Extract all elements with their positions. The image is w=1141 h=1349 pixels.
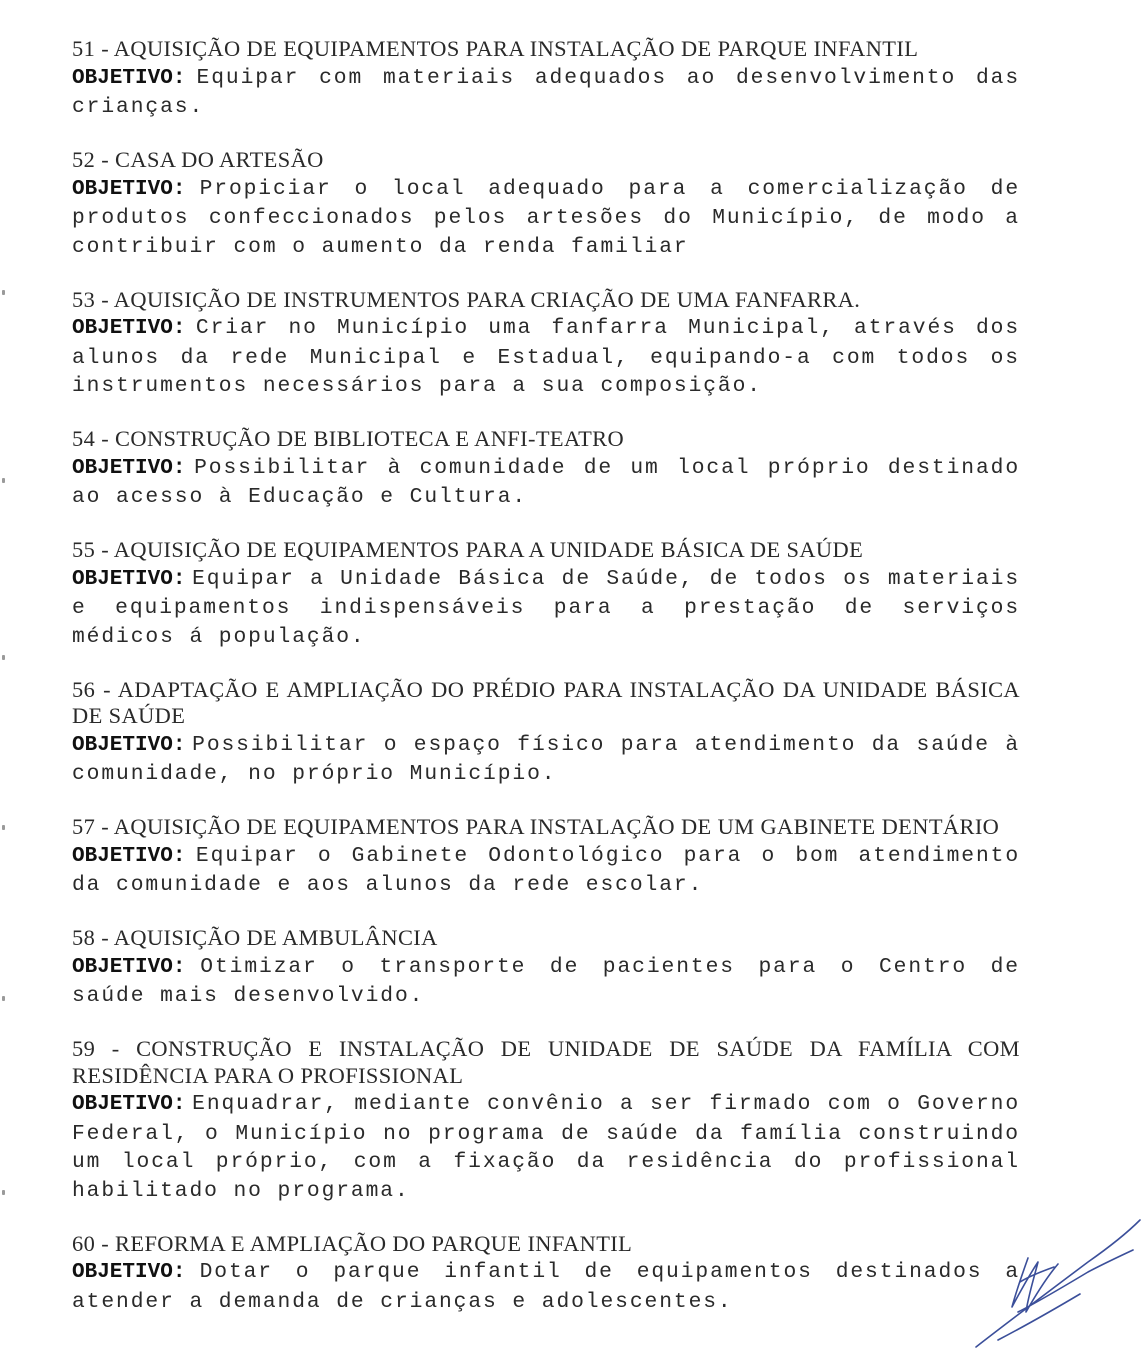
objective-label: OBJETIVO: (72, 177, 186, 201)
objective-text: Criar no Município uma fanfarra Municipal, através dos alunos da rede Municipal e Estadual, equipando-a com todos os instrumentos necessários para a sua composição. (72, 316, 1021, 398)
item-58 (72, 925, 1020, 1010)
item-title: 59 - CONSTRUÇÃO E INSTALAÇÃO DE UNIDADE DE SAÚDE DA FAMÍLIA COM RESIDÊNCIA PARA O PROFISSIONAL (72, 1036, 1020, 1088)
item-51 (72, 36, 1020, 121)
objective-label: OBJETIVO: (72, 1261, 186, 1284)
objective-label: OBJETIVO: (72, 317, 186, 340)
item-objective (72, 564, 1020, 651)
scan-mark (2, 1190, 5, 1195)
scan-mark (2, 825, 5, 830)
objective-label: OBJETIVO: (72, 1093, 186, 1116)
document-page (72, 36, 1020, 1342)
item-title: 52 - CASA DO ARTESÃO (72, 147, 324, 172)
objective-text: Equipar o Gabinete Odontológico para o bom atendimento da comunidade e aos alunos da rede escolar. (72, 843, 1021, 897)
item-title: 58 - AQUISIÇÃO DE AMBULÂNCIA (72, 925, 438, 950)
scan-mark (2, 996, 5, 1001)
item-objective (72, 174, 1020, 261)
item-title: 57 - AQUISIÇÃO DE EQUIPAMENTOS PARA INSTALAÇÃO DE UM GABINETE DENTÁRIO (72, 814, 1000, 839)
objective-text: Dotar o parque infantil de equipamentos destinados a atender a demanda de crianças e adolescentes. (72, 1260, 1021, 1314)
item-53 (72, 287, 1020, 400)
objective-label: OBJETIVO: (72, 844, 186, 868)
item-title: 55 - AQUISIÇÃO DE EQUIPAMENTOS PARA A UNIDADE BÁSICA DE SAÚDE (72, 537, 864, 562)
item-objective (72, 730, 1020, 788)
item-56 (72, 677, 1020, 788)
objective-text: Possibilitar o espaço físico para atendimento da saúde à comunidade, no próprio Município. (72, 732, 1020, 786)
item-objective (72, 1089, 1020, 1204)
item-54 (72, 426, 1020, 511)
item-title: 51 - AQUISIÇÃO DE EQUIPAMENTOS PARA INSTALAÇÃO DE PARQUE INFANTIL (72, 36, 919, 61)
objective-label: OBJETIVO: (72, 567, 186, 591)
scan-mark (2, 655, 5, 660)
objective-text: Otimizar o transporte de pacientes para o Centro de saúde mais desenvolvido. (72, 954, 1020, 1008)
item-objective (72, 313, 1020, 400)
objective-text: Possibilitar à comunidade de um local próprio destinado ao acesso à Educação e Cultura. (72, 455, 1021, 509)
objective-text: Enquadrar, mediante convênio a ser firmado com o Governo Federal, o Município no programa de saúde da família construindo um local próprio, com a fixação da residência do profissional habilitado no programa. (72, 1092, 1020, 1203)
item-title: 53 - AQUISIÇÃO DE INSTRUMENTOS PARA CRIAÇÃO DE UMA FANFARRA. (72, 286, 861, 312)
signature-mark (968, 1212, 1141, 1349)
objective-label: OBJETIVO: (72, 456, 186, 480)
item-52 (72, 147, 1020, 260)
objective-text: Equipar com materiais adequados ao desenvolvimento das crianças. (72, 65, 1021, 119)
item-title: 60 - REFORMA E AMPLIAÇÃO DO PARQUE INFANTIL (72, 1230, 633, 1256)
item-60 (72, 1231, 1020, 1316)
item-title: 54 - CONSTRUÇÃO DE BIBLIOTECA E ANFI-TEATRO (72, 426, 625, 451)
item-title: 56 - ADAPTAÇÃO E AMPLIAÇÃO DO PRÉDIO PARA INSTALAÇÃO DA UNIDADE BÁSICA DE SAÚDE (72, 676, 1020, 728)
item-objective (72, 453, 1020, 511)
item-objective (72, 1257, 1020, 1315)
item-objective (72, 841, 1020, 899)
scan-mark (2, 478, 5, 483)
item-55 (72, 537, 1020, 650)
item-objective (72, 952, 1020, 1010)
scan-mark (2, 290, 5, 295)
item-59 (72, 1036, 1020, 1204)
objective-text: Equipar a Unidade Básica de Saúde, de todos os materiais e equipamentos indispensáveis para a prestação de serviços médicos á população. (72, 566, 1021, 649)
objective-label: OBJETIVO: (72, 733, 186, 757)
objective-label: OBJETIVO: (72, 955, 186, 979)
objective-text: Propiciar o local adequado para a comercialização de produtos confeccionados pelos artesões do Município, de modo a contribuir com o aumento da renda familiar (72, 176, 1021, 259)
item-57 (72, 814, 1020, 899)
item-objective (72, 63, 1020, 121)
objective-label: OBJETIVO: (72, 66, 186, 90)
